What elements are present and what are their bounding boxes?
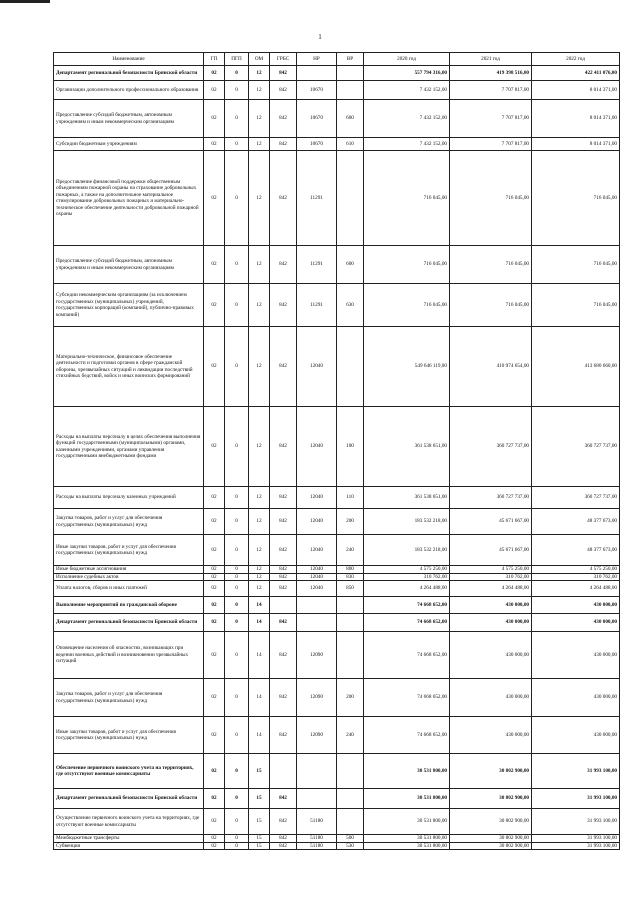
cell-y2021: 4 264 488,00: [450, 581, 532, 597]
cell-nr: [297, 597, 337, 614]
header-pgp: ПГП: [225, 53, 249, 66]
cell-vr: 240: [337, 717, 364, 754]
cell-gp: 02: [204, 789, 225, 809]
cell-grbs: 842: [270, 614, 297, 632]
cell-y2020: 74 668 652,00: [364, 679, 450, 717]
cell-vr: [337, 597, 364, 614]
header-grbs: ГРБС: [270, 53, 297, 66]
cell-y2022: 716 045,00: [532, 246, 620, 284]
cell-pgp: 0: [225, 842, 249, 850]
cell-nr: 10670: [297, 100, 337, 138]
cell-gp: 02: [204, 632, 225, 679]
cell-gp: 02: [204, 581, 225, 597]
cell-name: Оповещение населения об опасностях, возникающих при ведении военных действий и возникновении чрезвычайных ситуаций: [54, 632, 204, 679]
cell-grbs: 842: [270, 566, 297, 574]
header-nr: НР: [297, 53, 337, 66]
cell-vr: 200: [337, 509, 364, 535]
cell-y2021: 716 045,00: [450, 151, 532, 246]
header-om: ОМ: [249, 53, 270, 66]
cell-vr: [337, 754, 364, 789]
cell-grbs: 842: [270, 81, 297, 100]
cell-y2021: 716 045,00: [450, 284, 532, 327]
cell-vr: [337, 66, 364, 81]
cell-name: Предоставление субсидий бюджетным, автономным учреждениям и иным некоммерческим организациям: [54, 246, 204, 284]
cell-nr: [297, 789, 337, 809]
cell-y2022: 4 264 488,00: [532, 581, 620, 597]
cell-grbs: 842: [270, 717, 297, 754]
cell-y2020: 30 531 800,00: [364, 835, 450, 843]
table-row: [54, 566, 620, 574]
cell-y2022: 360 727 737,00: [532, 407, 620, 487]
cell-grbs: 842: [270, 138, 297, 151]
cell-grbs: 842: [270, 809, 297, 835]
cell-pgp: 0: [225, 100, 249, 138]
cell-y2022: 31 993 100,00: [532, 754, 620, 789]
cell-y2021: 30 802 900,00: [450, 789, 532, 809]
cell-y2020: 183 532 218,00: [364, 509, 450, 535]
cell-y2021: 716 045,00: [450, 246, 532, 284]
cell-gp: 02: [204, 81, 225, 100]
cell-y2022: 48 377 673,00: [532, 509, 620, 535]
cell-y2021: 4 575 250,00: [450, 566, 532, 574]
cell-pgp: 0: [225, 835, 249, 843]
cell-nr: 12040: [297, 509, 337, 535]
cell-y2022: 422 411 076,00: [532, 66, 620, 81]
table-row: [54, 327, 620, 407]
cell-gp: 02: [204, 835, 225, 843]
cell-pgp: 0: [225, 581, 249, 597]
cell-pgp: 0: [225, 407, 249, 487]
cell-pgp: 0: [225, 717, 249, 754]
cell-om: 12: [249, 509, 270, 535]
table-header-row: [54, 53, 620, 66]
cell-om: 12: [249, 573, 270, 581]
table-row: [54, 535, 620, 566]
cell-name: Исполнение судебных актов: [54, 573, 204, 581]
cell-nr: 10670: [297, 138, 337, 151]
cell-y2022: 31 993 100,00: [532, 835, 620, 843]
cell-nr: [297, 754, 337, 789]
cell-gp: 02: [204, 151, 225, 246]
cell-om: 12: [249, 151, 270, 246]
cell-nr: 12040: [297, 535, 337, 566]
cell-y2021: 360 727 737,00: [450, 407, 532, 487]
cell-pgp: 0: [225, 535, 249, 566]
cell-om: 12: [249, 100, 270, 138]
cell-name: Иные бюджетные ассигнования: [54, 566, 204, 574]
cell-gp: 02: [204, 614, 225, 632]
table-row: [54, 573, 620, 581]
cell-grbs: 842: [270, 835, 297, 843]
cell-grbs: 842: [270, 535, 297, 566]
cell-om: 12: [249, 66, 270, 81]
cell-pgp: 0: [225, 597, 249, 614]
cell-y2021: 30 802 900,00: [450, 842, 532, 850]
cell-nr: 12040: [297, 581, 337, 597]
cell-vr: [337, 151, 364, 246]
table-row: [54, 81, 620, 100]
cell-y2022: 413 680 660,00: [532, 327, 620, 407]
cell-gp: 02: [204, 573, 225, 581]
cell-om: 14: [249, 614, 270, 632]
cell-om: 14: [249, 632, 270, 679]
cell-vr: 830: [337, 573, 364, 581]
cell-nr: 51180: [297, 809, 337, 835]
table-row: [54, 842, 620, 850]
cell-y2022: 430 000,00: [532, 679, 620, 717]
header-2022: 2022 год: [532, 53, 620, 66]
cell-om: 12: [249, 246, 270, 284]
cell-nr: 12040: [297, 573, 337, 581]
cell-nr: 12040: [297, 566, 337, 574]
cell-y2021: 410 974 654,00: [450, 327, 532, 407]
cell-vr: 630: [337, 284, 364, 327]
cell-grbs: 842: [270, 246, 297, 284]
cell-name: Иные закупки товаров, работ и услуг для обеспечения государственных (муниципальных) нужд: [54, 535, 204, 566]
cell-name: Выполнение мероприятий по гражданской обороне: [54, 597, 204, 614]
cell-name: Субсидии некоммерческим организациям (за исключением государственных (муниципальных) учреждений, государственных корпораций (компаний), публично-правовых компаний): [54, 284, 204, 327]
scan-edge-mark: [0, 0, 50, 3]
budget-table: [53, 52, 620, 850]
cell-om: 12: [249, 487, 270, 509]
table-row: [54, 284, 620, 327]
cell-name: Материально-техническое, финансовое обеспечение деятельности и подготовки органов в сфере гражданской обороны, чрезвычайных ситуаций и ликвидации последствий стихийных бедствий, войск и иных воинских формирований: [54, 327, 204, 407]
cell-y2020: 7 432 152,00: [364, 81, 450, 100]
cell-gp: 02: [204, 138, 225, 151]
cell-nr: 12040: [297, 487, 337, 509]
table-row: [54, 614, 620, 632]
cell-grbs: 842: [270, 509, 297, 535]
table-row: [54, 754, 620, 789]
cell-grbs: 842: [270, 100, 297, 138]
cell-vr: [337, 614, 364, 632]
cell-name: Осуществление первичного воинского учета на территориях, где отсутствуют военные комиссариаты: [54, 809, 204, 835]
cell-y2020: 30 531 800,00: [364, 842, 450, 850]
cell-gp: 02: [204, 246, 225, 284]
cell-om: 12: [249, 284, 270, 327]
cell-pgp: 0: [225, 789, 249, 809]
cell-y2022: 310 762,00: [532, 573, 620, 581]
cell-vr: 200: [337, 679, 364, 717]
cell-pgp: 0: [225, 284, 249, 327]
cell-vr: 600: [337, 246, 364, 284]
cell-nr: 12090: [297, 632, 337, 679]
cell-y2020: 7 432 152,00: [364, 100, 450, 138]
cell-gp: 02: [204, 717, 225, 754]
cell-name: Организации дополнительного профессионального образования: [54, 81, 204, 100]
cell-grbs: 842: [270, 327, 297, 407]
cell-vr: 530: [337, 842, 364, 850]
table-row: [54, 835, 620, 843]
table-row: [54, 151, 620, 246]
header-2020: 2020 год: [364, 53, 450, 66]
cell-y2022: 8 014 371,00: [532, 100, 620, 138]
cell-nr: [297, 66, 337, 81]
cell-pgp: 0: [225, 81, 249, 100]
cell-nr: 12040: [297, 327, 337, 407]
table-row: [54, 581, 620, 597]
cell-grbs: 842: [270, 842, 297, 850]
cell-om: 12: [249, 535, 270, 566]
table-row: [54, 509, 620, 535]
cell-y2020: 716 045,00: [364, 246, 450, 284]
cell-y2021: 310 762,00: [450, 573, 532, 581]
cell-gp: 02: [204, 284, 225, 327]
cell-y2022: 430 000,00: [532, 597, 620, 614]
cell-y2021: 7 707 817,00: [450, 100, 532, 138]
cell-nr: 12090: [297, 717, 337, 754]
cell-name: Субсидии бюджетным учреждениям: [54, 138, 204, 151]
cell-y2020: 30 531 800,00: [364, 789, 450, 809]
cell-y2020: 183 532 218,00: [364, 535, 450, 566]
cell-y2022: 31 993 100,00: [532, 789, 620, 809]
cell-gp: 02: [204, 100, 225, 138]
cell-y2022: 430 000,00: [532, 614, 620, 632]
cell-nr: 12090: [297, 679, 337, 717]
cell-pgp: 0: [225, 754, 249, 789]
cell-pgp: 0: [225, 509, 249, 535]
cell-vr: 850: [337, 581, 364, 597]
cell-om: 14: [249, 717, 270, 754]
cell-y2021: 430 000,00: [450, 717, 532, 754]
cell-y2021: 30 802 900,00: [450, 809, 532, 835]
cell-vr: [337, 81, 364, 100]
table-row: [54, 407, 620, 487]
cell-y2020: 549 646 119,00: [364, 327, 450, 407]
cell-y2020: 716 045,00: [364, 151, 450, 246]
cell-gp: 02: [204, 809, 225, 835]
cell-y2020: 7 432 152,00: [364, 138, 450, 151]
table-row: [54, 679, 620, 717]
cell-om: 15: [249, 789, 270, 809]
cell-grbs: 842: [270, 487, 297, 509]
cell-name: Обеспечение первичного воинского учета на территориях, где отсутствуют военные комиссариаты: [54, 754, 204, 789]
table-row: [54, 597, 620, 614]
cell-y2021: 7 707 817,00: [450, 81, 532, 100]
cell-om: 15: [249, 835, 270, 843]
cell-grbs: [270, 597, 297, 614]
cell-gp: 02: [204, 487, 225, 509]
cell-om: 15: [249, 842, 270, 850]
cell-name: Расходы на выплаты персоналу в целях обеспечения выполнения функций государственными (муниципальными) органами, казенными учреждениями, органами управления государственными внебюджетными фондами: [54, 407, 204, 487]
cell-pgp: 0: [225, 246, 249, 284]
cell-grbs: 842: [270, 789, 297, 809]
cell-vr: [337, 789, 364, 809]
cell-om: 15: [249, 754, 270, 789]
table-body: [54, 66, 620, 850]
cell-grbs: 842: [270, 284, 297, 327]
page-number: 1: [318, 33, 322, 41]
cell-pgp: 0: [225, 809, 249, 835]
cell-name: Департамент региональной безопасности Брянской области: [54, 789, 204, 809]
cell-gp: 02: [204, 407, 225, 487]
cell-pgp: 0: [225, 487, 249, 509]
cell-vr: 110: [337, 487, 364, 509]
cell-y2020: 30 531 800,00: [364, 754, 450, 789]
cell-y2022: 430 000,00: [532, 632, 620, 679]
cell-vr: 800: [337, 566, 364, 574]
cell-y2020: 557 794 316,00: [364, 66, 450, 81]
cell-nr: 11291: [297, 151, 337, 246]
table-row: [54, 100, 620, 138]
cell-vr: 500: [337, 835, 364, 843]
cell-grbs: 842: [270, 573, 297, 581]
cell-y2021: 430 000,00: [450, 614, 532, 632]
cell-y2020: 716 045,00: [364, 284, 450, 327]
cell-y2021: 7 707 817,00: [450, 138, 532, 151]
cell-gp: 02: [204, 566, 225, 574]
cell-vr: 240: [337, 535, 364, 566]
cell-nr: 12040: [297, 407, 337, 487]
table-row: [54, 789, 620, 809]
cell-y2022: 31 993 100,00: [532, 842, 620, 850]
cell-y2020: 74 668 652,00: [364, 597, 450, 614]
cell-vr: 100: [337, 407, 364, 487]
cell-gp: 02: [204, 754, 225, 789]
cell-grbs: 842: [270, 581, 297, 597]
cell-vr: [337, 632, 364, 679]
cell-y2022: 716 045,00: [532, 284, 620, 327]
cell-y2020: 4 264 488,00: [364, 581, 450, 597]
cell-vr: [337, 809, 364, 835]
cell-gp: 02: [204, 509, 225, 535]
cell-gp: 02: [204, 842, 225, 850]
cell-nr: 11291: [297, 246, 337, 284]
cell-gp: 02: [204, 327, 225, 407]
cell-grbs: [270, 754, 297, 789]
cell-name: Межбюджетные трансферты: [54, 835, 204, 843]
cell-nr: 51180: [297, 842, 337, 850]
cell-gp: 02: [204, 66, 225, 81]
cell-name: Уплата налогов, сборов и иных платежей: [54, 581, 204, 597]
cell-y2022: 4 575 250,00: [532, 566, 620, 574]
cell-name: Иные закупки товаров, работ и услуг для обеспечения государственных (муниципальных) нужд: [54, 717, 204, 754]
cell-y2022: 48 377 673,00: [532, 535, 620, 566]
cell-gp: 02: [204, 535, 225, 566]
table-row: [54, 717, 620, 754]
table-row: [54, 246, 620, 284]
cell-om: 12: [249, 566, 270, 574]
cell-y2022: 430 000,00: [532, 717, 620, 754]
cell-name: Департамент региональной безопасности Брянской области: [54, 66, 204, 81]
cell-om: 12: [249, 581, 270, 597]
cell-y2022: 716 045,00: [532, 151, 620, 246]
cell-grbs: 842: [270, 407, 297, 487]
cell-name: Расходы на выплаты персоналу казенных учреждений: [54, 487, 204, 509]
cell-om: 12: [249, 138, 270, 151]
header-vr: ВР: [337, 53, 364, 66]
cell-pgp: 0: [225, 151, 249, 246]
cell-y2020: 74 668 652,00: [364, 632, 450, 679]
cell-y2021: 430 000,00: [450, 632, 532, 679]
cell-y2020: 4 575 250,00: [364, 566, 450, 574]
table-row: [54, 487, 620, 509]
cell-nr: 11291: [297, 284, 337, 327]
cell-nr: 51180: [297, 835, 337, 843]
cell-vr: 600: [337, 100, 364, 138]
cell-grbs: 842: [270, 151, 297, 246]
cell-vr: [337, 327, 364, 407]
cell-name: Закупка товаров, работ и услуг для обеспечения государственных (муниципальных) нужд: [54, 509, 204, 535]
table-row: [54, 809, 620, 835]
cell-y2021: 45 671 667,00: [450, 535, 532, 566]
cell-grbs: 842: [270, 632, 297, 679]
header-name: Наименование: [54, 53, 204, 66]
cell-y2022: 8 014 371,00: [532, 81, 620, 100]
cell-pgp: 0: [225, 573, 249, 581]
cell-gp: 02: [204, 597, 225, 614]
cell-y2021: 45 671 667,00: [450, 509, 532, 535]
cell-y2021: 430 000,00: [450, 679, 532, 717]
cell-y2020: 74 668 652,00: [364, 614, 450, 632]
table-row: [54, 138, 620, 151]
cell-nr: 10670: [297, 81, 337, 100]
cell-nr: [297, 614, 337, 632]
cell-y2021: 360 727 737,00: [450, 487, 532, 509]
cell-name: Закупка товаров, работ и услуг для обеспечения государственных (муниципальных) нужд: [54, 679, 204, 717]
table-row: [54, 66, 620, 81]
cell-gp: 02: [204, 679, 225, 717]
cell-name: Субвенции: [54, 842, 204, 850]
cell-om: 12: [249, 327, 270, 407]
cell-pgp: 0: [225, 138, 249, 151]
cell-y2020: 310 762,00: [364, 573, 450, 581]
cell-y2022: 360 727 737,00: [532, 487, 620, 509]
cell-pgp: 0: [225, 679, 249, 717]
cell-y2022: 31 993 100,00: [532, 809, 620, 835]
cell-vr: 610: [337, 138, 364, 151]
cell-pgp: 0: [225, 66, 249, 81]
cell-om: 14: [249, 597, 270, 614]
cell-om: 15: [249, 809, 270, 835]
cell-grbs: 842: [270, 66, 297, 81]
cell-pgp: 0: [225, 614, 249, 632]
cell-om: 12: [249, 407, 270, 487]
cell-om: 12: [249, 81, 270, 100]
cell-grbs: 842: [270, 679, 297, 717]
table-row: [54, 632, 620, 679]
cell-y2021: 430 000,00: [450, 597, 532, 614]
cell-y2020: 361 538 651,00: [364, 487, 450, 509]
header-2021: 2021 год: [450, 53, 532, 66]
cell-y2020: 30 531 800,00: [364, 809, 450, 835]
cell-pgp: 0: [225, 566, 249, 574]
cell-y2021: 30 802 900,00: [450, 835, 532, 843]
cell-y2020: 361 538 651,00: [364, 407, 450, 487]
cell-name: Предоставление субсидий бюджетным, автономным учреждениям и иным некоммерческим организациям: [54, 100, 204, 138]
cell-y2021: 419 398 516,00: [450, 66, 532, 81]
cell-y2021: 30 802 900,00: [450, 754, 532, 789]
cell-om: 14: [249, 679, 270, 717]
cell-y2022: 8 014 371,00: [532, 138, 620, 151]
cell-name: Департамент региональной безопасности Брянской области: [54, 614, 204, 632]
cell-pgp: 0: [225, 327, 249, 407]
cell-pgp: 0: [225, 632, 249, 679]
cell-name: Предоставление финансовой поддержки общественным объединениям пожарной охраны на страхование добровольных пожарных, а также на дополнительное материальное стимулирование добровольных пожарных и материально-техническое обеспечение деятельности добровольной пожарной охраны: [54, 151, 204, 246]
cell-y2020: 74 668 652,00: [364, 717, 450, 754]
header-gp: ГП: [204, 53, 225, 66]
